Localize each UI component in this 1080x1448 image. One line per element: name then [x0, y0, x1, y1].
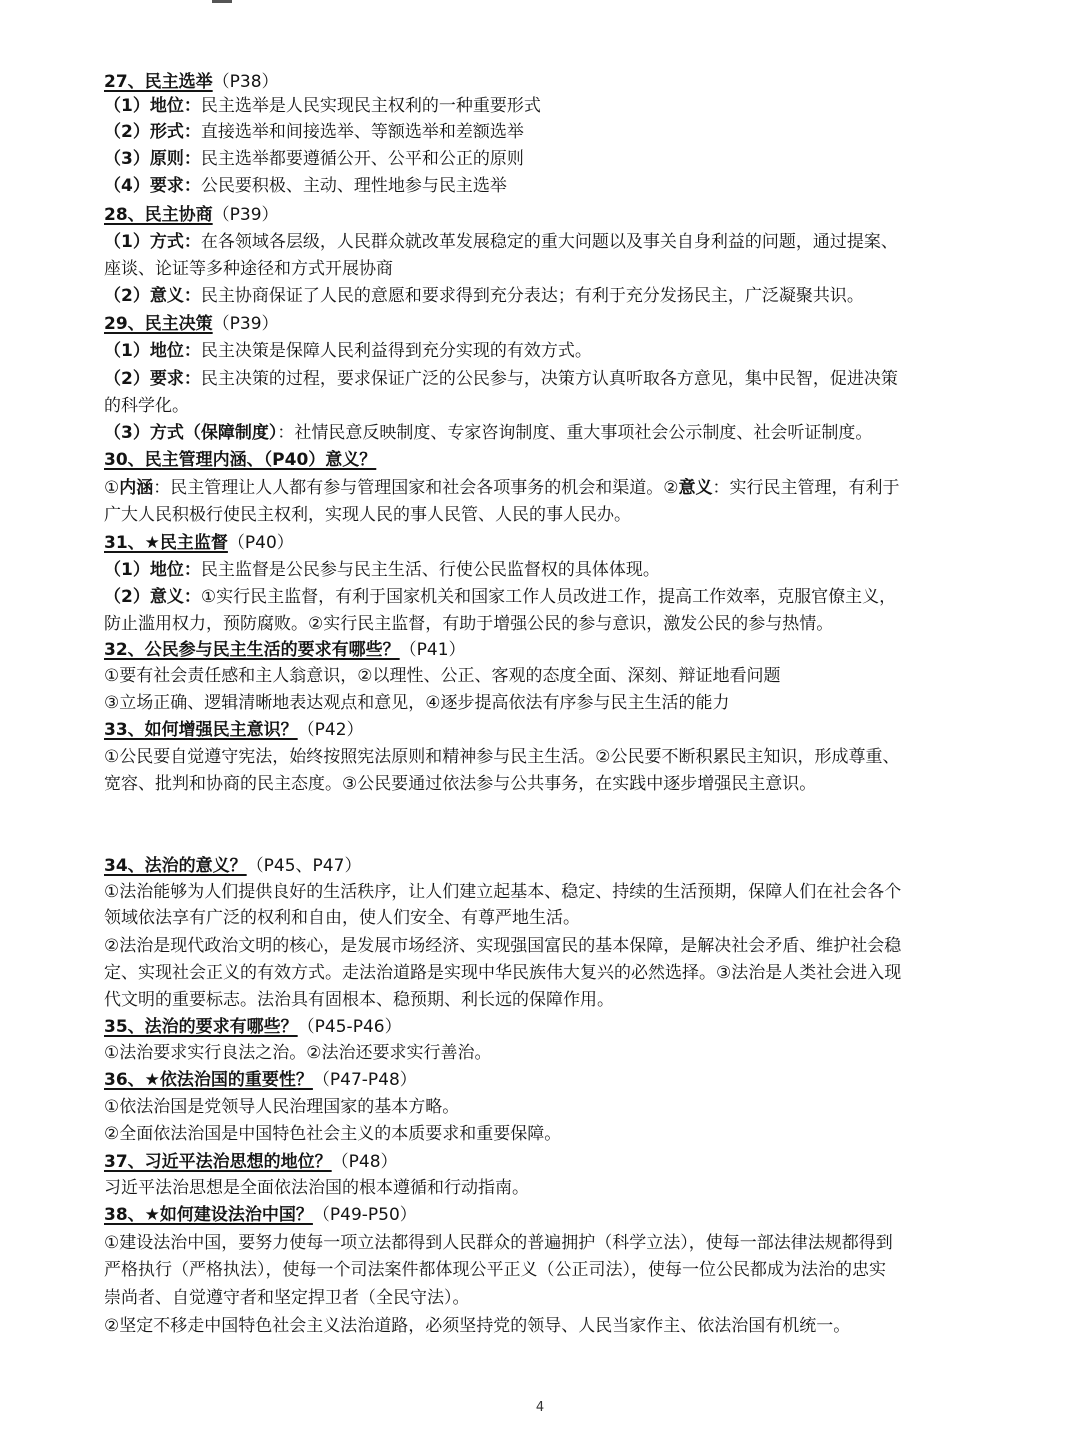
section-34-line-5: 代文明的重要标志。法治具有固根本、稳预期、利长远的保障作用。 — [104, 990, 614, 1010]
section-31-line-2: （2）意义：①实行民主监督，有利于国家机关和国家工作人员改进工作，提高工作效率，克服官僚主义， — [104, 587, 897, 607]
section-29-heading: 29、民主决策（P39） — [104, 314, 279, 334]
page-number: 4 — [535, 1400, 545, 1415]
section-38-heading: 38、★如何建设法治中国？（P49-P50） — [104, 1205, 417, 1225]
section-29-line-1: （1）地位：民主决策是保障人民利益得到充分实现的有效方式。 — [104, 341, 592, 361]
section-38-line-2: 严格执行（严格执法），使每一个司法案件都体现公平正义（公正司法），使每一位公民都成为法治的忠实 — [104, 1260, 886, 1280]
section-27-item-3: （3）原则：民主选举都要遵循公开、公平和公正的原则 — [104, 149, 524, 169]
section-34-line-1: ①法治能够为人们提供良好的生活秩序，让人们建立起基本、稳定、持续的生活预期，保障人们在社会各个 — [104, 882, 902, 902]
scan-mark — [212, 0, 232, 3]
section-28-line-3: （2）意义：民主协商保证了人民的意愿和要求得到充分表达；有利于充分发扬民主，广泛凝聚共识。 — [104, 286, 864, 306]
section-32-line-1: ①要有社会责任感和主人翁意识，②以理性、公正、客观的态度全面、深刻、辩证地看问题 — [104, 666, 781, 686]
section-30-heading: 30、民主管理内涵、（P40）意义？ — [104, 450, 377, 470]
lesson-title — [0, 816, 1080, 852]
section-38-line-4: ②坚定不移走中国特色社会主义法治道路，必须坚持党的领导、人民当家作主、依法治国有机统一。 — [104, 1316, 851, 1336]
section-27-item-1: （1）地位：民主选举是人民实现民主权利的一种重要形式 — [104, 96, 541, 116]
section-30-line-2: 广大人民积极行使民主权利，实现人民的事人民管、人民的事人民办。 — [104, 505, 631, 525]
section-34-line-3: ②法治是现代政治文明的核心，是发展市场经济、实现强国富民的基本保障，是解决社会矛盾、维护社会稳 — [104, 936, 902, 956]
section-30-line-1: ①内涵：民主管理让人人都有参与管理国家和社会各项事务的机会和渠道。②意义：实行民主管理，有利于 — [104, 478, 900, 498]
section-27-item-2: （2）形式：直接选举和间接选举、等额选举和差额选举 — [104, 122, 524, 142]
section-34-heading: 34、法治的意义？（P45、P47） — [104, 856, 362, 876]
section-28-line-2: 座谈、论证等多种途径和方式开展协商 — [104, 259, 393, 279]
section-37-heading: 37、习近平法治思想的地位？（P48） — [104, 1152, 398, 1172]
section-36-line-2: ②全面依法治国是中国特色社会主义的本质要求和重要保障。 — [104, 1124, 562, 1144]
section-37-line-1: 习近平法治思想是全面依法治国的根本遵循和行动指南。 — [104, 1178, 529, 1198]
section-32-line-2: ③立场正确、逻辑清晰地表达观点和意见，④逐步提高依法有序参与民主生活的能力 — [104, 693, 730, 713]
section-32-heading: 32、公民参与民主生活的要求有哪些？（P41） — [104, 640, 466, 660]
section-35-line-1: ①法治要求实行良法之治。②法治还要求实行善治。 — [104, 1043, 492, 1063]
section-28-heading: 28、民主协商（P39） — [104, 205, 279, 225]
section-33-line-2: 宽容、批判和协商的民主态度。③公民要通过依法参与公共事务，在实践中逐步增强民主意识。 — [104, 774, 817, 794]
section-35-heading: 35、法治的要求有哪些？（P45-P46） — [104, 1017, 402, 1037]
section-36-heading: 36、★依法治国的重要性？（P47-P48） — [104, 1070, 417, 1090]
section-33-line-1: ①公民要自觉遵守宪法，始终按照宪法原则和精神参与民主生活。②公民要不断积累民主知识，形成尊重、 — [104, 747, 900, 767]
section-33-heading: 33、如何增强民主意识？（P42） — [104, 720, 364, 740]
section-27-heading: 27、民主选举（P38） — [104, 72, 279, 92]
section-27-item-4: （4）要求：公民要积极、主动、理性地参与民主选举 — [104, 176, 507, 196]
section-34-line-4: 定、实现社会正义的有效方式。走法治道路是实现中华民族伟大复兴的必然选择。③法治是人类社会进入现 — [104, 963, 902, 983]
section-31-line-1: （1）地位：民主监督是公民参与民主生活、行使公民监督权的具体体现。 — [104, 560, 660, 580]
section-29-line-2: （2）要求：民主决策的过程，要求保证广泛的公民参与，决策方认真听取各方意见，集中民智，促进决策 — [104, 369, 898, 389]
section-38-line-1: ①建设法治中国，要努力使每一项立法都得到人民群众的普遍拥护（科学立法），使每一部法律法规都得到 — [104, 1233, 893, 1253]
section-29-line-3: 的科学化。 — [104, 396, 189, 416]
section-29-line-4: （3）方式（保障制度）：社情民意反映制度、专家咨询制度、重大事项社会公示制度、社会听证制度。 — [104, 423, 873, 443]
section-31-heading: 31、★民主监督（P40） — [104, 533, 294, 553]
section-38-line-3: 崇尚者、自觉遵守者和坚定捍卫者（全民守法）。 — [104, 1288, 470, 1308]
section-36-line-1: ①依法治国是党领导人民治理国家的基本方略。 — [104, 1097, 460, 1117]
section-34-line-2: 领域依法享有广泛的权利和自由，使人们安全、有尊严地生活。 — [104, 908, 580, 928]
section-28-line-1: （1）方式：在各领域各层级，人民群众就改革发展稳定的重大问题以及事关自身利益的问题，通过提案、 — [104, 232, 898, 252]
section-31-line-3: 防止滥用权力，预防腐败。②实行民主监督，有助于增强公民的参与意识，激发公民的参与热情。 — [104, 614, 834, 634]
